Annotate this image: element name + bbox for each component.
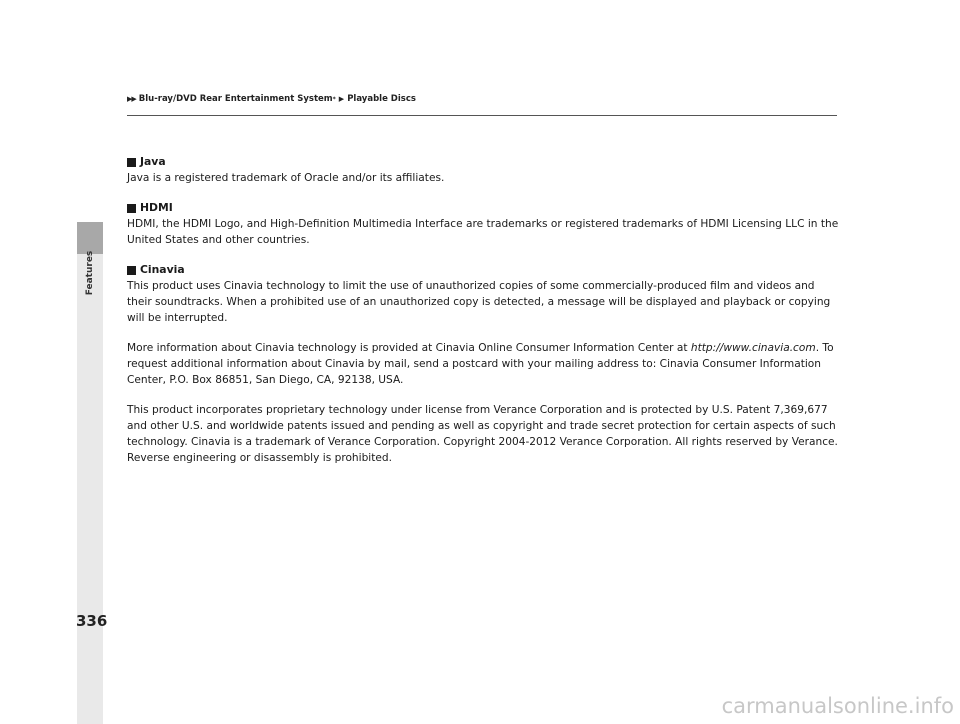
cinavia-link[interactable]: http://www.cinavia.com — [690, 342, 816, 354]
cinavia-p2-after: . To request additional information about Cinavia by mail, send a postcard with your mailing address to: Cinavia Consumer Information Center, P.O. Box 86851, San Diego, CA, 92138, USA. — [127, 342, 834, 386]
breadcrumb — [127, 94, 416, 104]
cinavia-p2-before: More information about Cinavia technology is provided at Cinavia Online Consumer Information Center at — [127, 342, 691, 354]
breadcrumb-section[interactable]: Blu-ray/DVD Rear Entertainment System — [138, 94, 333, 104]
hdmi-paragraph: HDMI, the HDMI Logo, and High-Definition Multimedia Interface are trademarks or registered trademarks of HDMI Licensing LLC in the United States and other countries. — [127, 218, 839, 246]
square-bullet-icon — [127, 204, 136, 213]
section-title-text: HDMI — [140, 201, 173, 214]
section-title-text: Cinavia — [140, 263, 185, 276]
watermark: carmanualsonline.info — [721, 694, 954, 718]
section-title-text: Java — [140, 155, 166, 168]
breadcrumb-footnote-star: * — [332, 95, 336, 103]
cinavia-paragraph-3: This product incorporates proprietary technology under license from Verance Corporation and is protected by U.S. Patent 7,369,677 and other U.S. and worldwide patents issued and pending as well as copyright and trade secret protection for certain aspects of such technology. Cinavia is a trademark of Verance Corporation. Copyright 2004-2012 Verance Corporation. All rights reserved by Verance. Reverse engineering or disassembly is prohibited. — [127, 404, 838, 464]
section-title-java — [127, 154, 842, 170]
cinavia-paragraph-1: This product uses Cinavia technology to limit the use of unauthorized copies of some commercially-produced film and videos and their soundtracks. When a prohibited use of an unauthorized copy is detected, a message will be displayed and playback or copying will be interrupted. — [127, 280, 831, 324]
square-bullet-icon — [127, 158, 136, 167]
section-title-cinavia — [127, 262, 842, 278]
side-tab-label: Features — [85, 250, 95, 296]
breadcrumb-separator-icon: ▶ — [338, 95, 345, 103]
header-divider — [127, 115, 837, 116]
page-number: 336 — [76, 612, 108, 630]
side-strip — [77, 254, 103, 724]
cinavia-paragraph-2 — [127, 340, 842, 388]
section-title-hdmi — [127, 200, 842, 216]
square-bullet-icon — [127, 266, 136, 275]
java-paragraph: Java is a registered trademark of Oracle and/or its affiliates. — [127, 172, 445, 184]
breadcrumb-arrow-icon: ▶▶ — [127, 95, 136, 103]
breadcrumb-page[interactable]: Playable Discs — [347, 94, 416, 104]
page-content — [127, 154, 842, 466]
side-tab-marker — [77, 222, 103, 254]
